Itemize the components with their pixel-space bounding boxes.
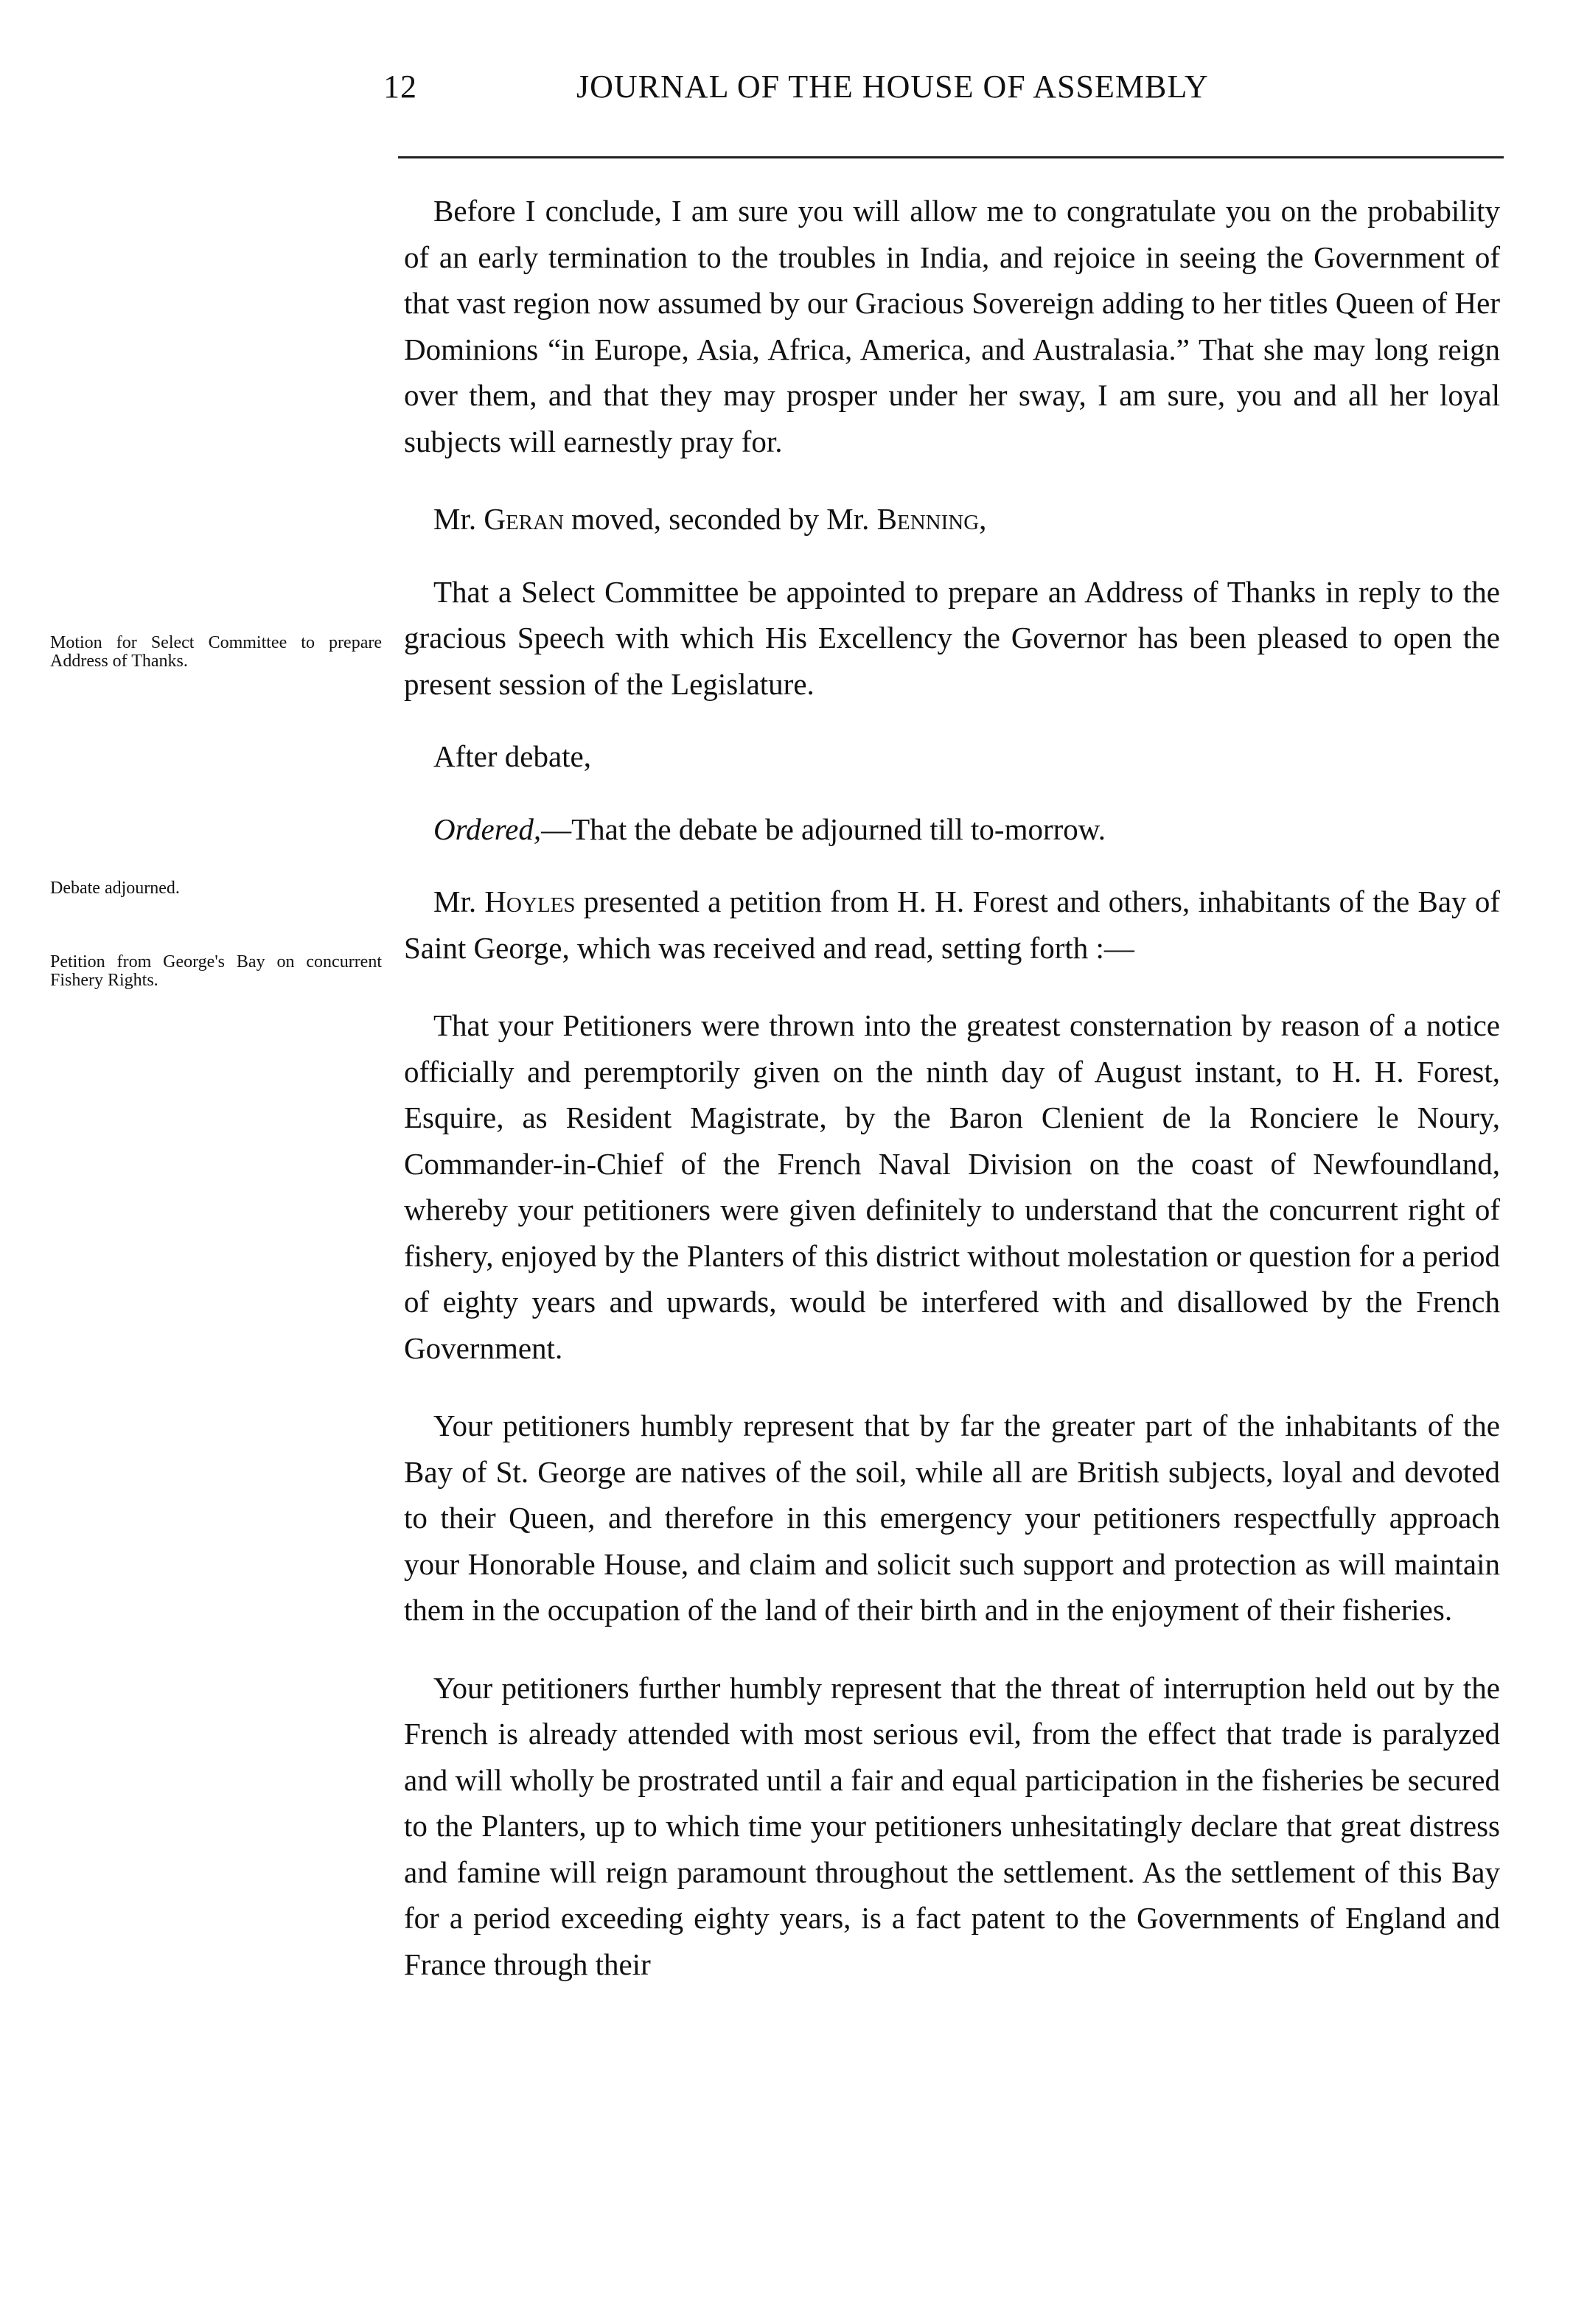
member-name-hoyles: Hoyles — [484, 884, 576, 918]
paragraph-petition-notice: That your Petitioners were thrown into the greatest consternation by reason of a notice officially and peremptorily given on the ninth day of August instant, to H. H. Forest, Esquire, as Resident Magistrate, by the Baron Clenient de la Ronciere le Noury, Commander-in-Chief of the French Naval Division on the coast of Newfoundland, whereby your petitioners were given definitely to understand that the concurrent right of fishery, enjoyed by the Planters of this district without molestation or question for a period of eighty years and upwards, would be interfered with and disallowed by the French Government. — [404, 1008, 1500, 1365]
paragraph-select-committee: That a Select Committee be appointed to prepare an Address of Thanks in reply to the gracious Speech with which His Excellency the Governor has been pleased to open the present session of the Legislature. — [404, 574, 1500, 701]
journal-body — [404, 188, 1500, 2019]
margin-note-debate-adjourned: Debate adjourned. — [50, 879, 180, 898]
running-title: JOURNAL OF THE HOUSE OF ASSEMBLY — [576, 69, 1209, 105]
member-name-geran: Geran — [484, 502, 564, 536]
page-number: 12 — [383, 69, 417, 105]
header-rule — [398, 156, 1504, 158]
paragraph-speech-conclusion: Before I conclude, I am sure you will allow me to congratulate you on the probability of an early termination to the troubles in India, and rejoice in seeing the Government of that vast region now assumed by our Gracious Sovereign adding to her titles Queen of Her Dominions “in Europe, Asia, Africa, America, and Australasia.” That she may long reign over them, and that they may prosper under her sway, I am sure, you and all her loyal subjects will earnestly pray for. — [404, 194, 1500, 458]
member-name-benning: Benning — [876, 502, 980, 536]
paragraph-petition-threat: Your petitioners further humbly represent that the threat of interruption held out by the French is already attended with most serious evil, from the effect that trade is paralyzed and will wholly be prostrated until a fair and equal participation in the fisheries be secured to the Planters, up to which time your petitioners unhesitatingly declare that great distress and famine will reign paramount throughout the settlement. As the settlement of this Bay for a period exceeding eighty years, is a fact patent to the Governments of England and France through their — [404, 1670, 1500, 1981]
paragraph-ordered: Ordered,—That the debate be adjourned till to-morrow. — [433, 812, 1106, 846]
paragraph-petition-inhabitants: Your petitioners humbly represent that by far the greater part of the inhabitants of the Bay of St. George are natives of the soil, while all are British subjects, loyal and devoted to their Queen, and therefore in this emergency your petitioners respectfully approach your Honorable House, and claim and solicit such support and protection as will maintain them in the occupation of the land of their birth and in the enjoyment of their fisheries. — [404, 1409, 1500, 1627]
paragraph-motion: Mr. Geran moved, seconded by Mr. Benning, — [433, 502, 987, 536]
paragraph-after-debate: After debate, — [433, 739, 591, 773]
margin-note-petition: Petition from George's Bay on concurrent Fishery Rights. — [50, 952, 382, 990]
margin-note-select-committee: Motion for Select Committee to prepare Address of Thanks. — [50, 633, 382, 671]
paragraph-petition-presented: Mr. Hoyles presented a petition from H. H. Forest and others, inhabitants of the Bay of Saint George, which was received and read, setting forth :— — [404, 884, 1500, 965]
ordered-label: Ordered, — [433, 812, 542, 846]
